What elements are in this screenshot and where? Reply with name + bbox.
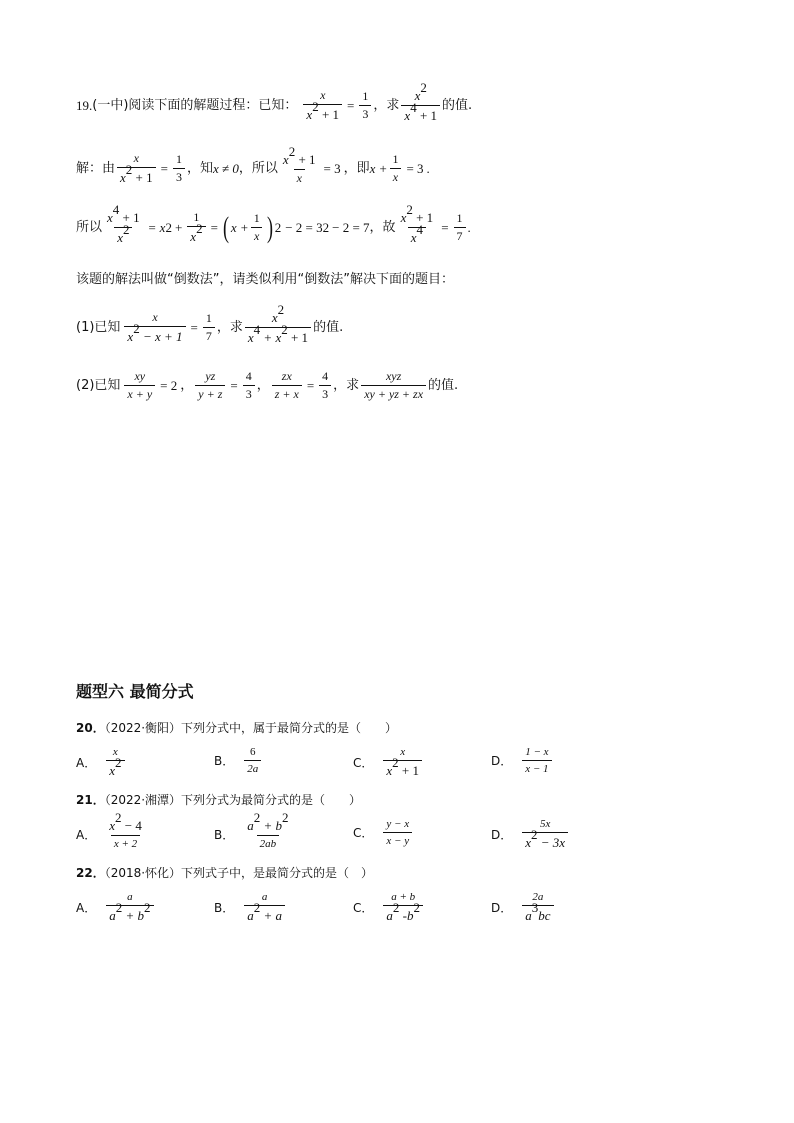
q20-option-d[interactable]: D． $\frac{1 - x}{x - 1}$ — [491, 746, 554, 775]
given-fraction: $\frac{x}{x^2 + 1}$ — [303, 89, 342, 122]
left-paren: ( — [222, 210, 229, 244]
question-21: 21．（2022·湘潭）下列分式为最简分式的是（ ） — [76, 793, 362, 807]
q20-option-a[interactable]: A． $\frac{x}{x^2}$ — [76, 746, 127, 778]
question-22: 22．（2018·怀化）下列式子中，是最简分式的是（ ） — [76, 866, 374, 880]
p19-instruction: 该题的解法叫做“倒数法”，请类似利用“倒数法”解决下面的题目： — [76, 272, 454, 287]
given-rhs: $\frac{1}{3}$ — [359, 90, 371, 121]
q22-option-a[interactable]: A． $\frac{a}{a^2 + b^2}$ — [76, 891, 156, 923]
q22-option-c[interactable]: C． $\frac{a + b}{a^2 -b^2}$ — [353, 891, 425, 923]
q21-option-c[interactable]: C． $\frac{y - x}{x - y}$ — [353, 818, 414, 847]
p19-derivation-line: 所以 $\frac{x^4 + 1}{x^2}$ = x 2 + $\frac{1}{x^2}$ = ( x + $\frac{1}{x}$ ) 2 − 2 = 3 2 − 2 = 7 ，故 $\frac{x^2 + 1}{x^4}$ = $\frac{1}{7}$ . — [76, 202, 471, 245]
q22-option-d[interactable]: D． $\frac{2a}{a^3bc}$ — [491, 891, 556, 923]
p19-sub1: (1)已知 $\frac{x}{x^2 - x + 1}$ = $\frac{1}{7}$ ，求 $\frac{x^2}{x^4 + x^2 + 1}$ 的值. — [76, 302, 344, 345]
problem-intro: 阅读下面的解题过程：已知： — [128, 98, 298, 114]
q20-option-c[interactable]: C． $\frac{x}{x^2 + 1}$ — [353, 746, 424, 778]
ask-fraction: $\frac{x^2}{x^4 + 1}$ — [401, 88, 440, 123]
q21-option-d[interactable]: D． $\frac{5x}{x^2 - 3x}$ — [491, 818, 570, 850]
problem-number: 19. — [76, 98, 93, 114]
question-20: 20．（2022·衡阳）下列分式中，属于最简分式的是（ ） — [76, 721, 398, 735]
p19-solution-line: 解：由 $\frac{x}{x^2 + 1}$ = $\frac{1}{3}$ ，知 x ≠ 0 ，所以 $\frac{x^2 + 1}{x}$ = 3 ，即 x + $\frac{1}{x}$ = 3 . — [76, 144, 430, 186]
right-paren: ) — [266, 210, 273, 244]
q22-option-b[interactable]: B． $\frac{a}{a^2 + a}$ — [214, 891, 287, 923]
q21-option-a[interactable]: A． $\frac{x^2 - 4}{x + 2}$ — [76, 810, 142, 851]
p19-line1: 19. (一中) 阅读下面的解题过程：已知： $\frac{x}{x^2 + 1}$ = $\frac{1}{3}$ ，求 $\frac{x^2}{x^4 + 1}$ 的值. — [76, 80, 473, 123]
p19-sub2: (2)已知 $\frac{xy}{x + y}$ = 2 ， $\frac{yz}{y + z}$ = $\frac{4}{3}$ ， $\frac{zx}{z + x}$ = $\frac{4}{3}$ ，求 $\frac{\text{xyz}}{xy + yz + zx}$ 的值. — [76, 369, 459, 402]
problem-source: (一中) — [92, 98, 129, 114]
section-title: 题型六 最简分式 — [76, 682, 194, 701]
q21-option-b[interactable]: B． $\frac{a^2 + b^2}{2ab}$ — [214, 810, 289, 851]
q20-option-b[interactable]: B． $\frac{6}{2a}$ — [214, 746, 263, 775]
